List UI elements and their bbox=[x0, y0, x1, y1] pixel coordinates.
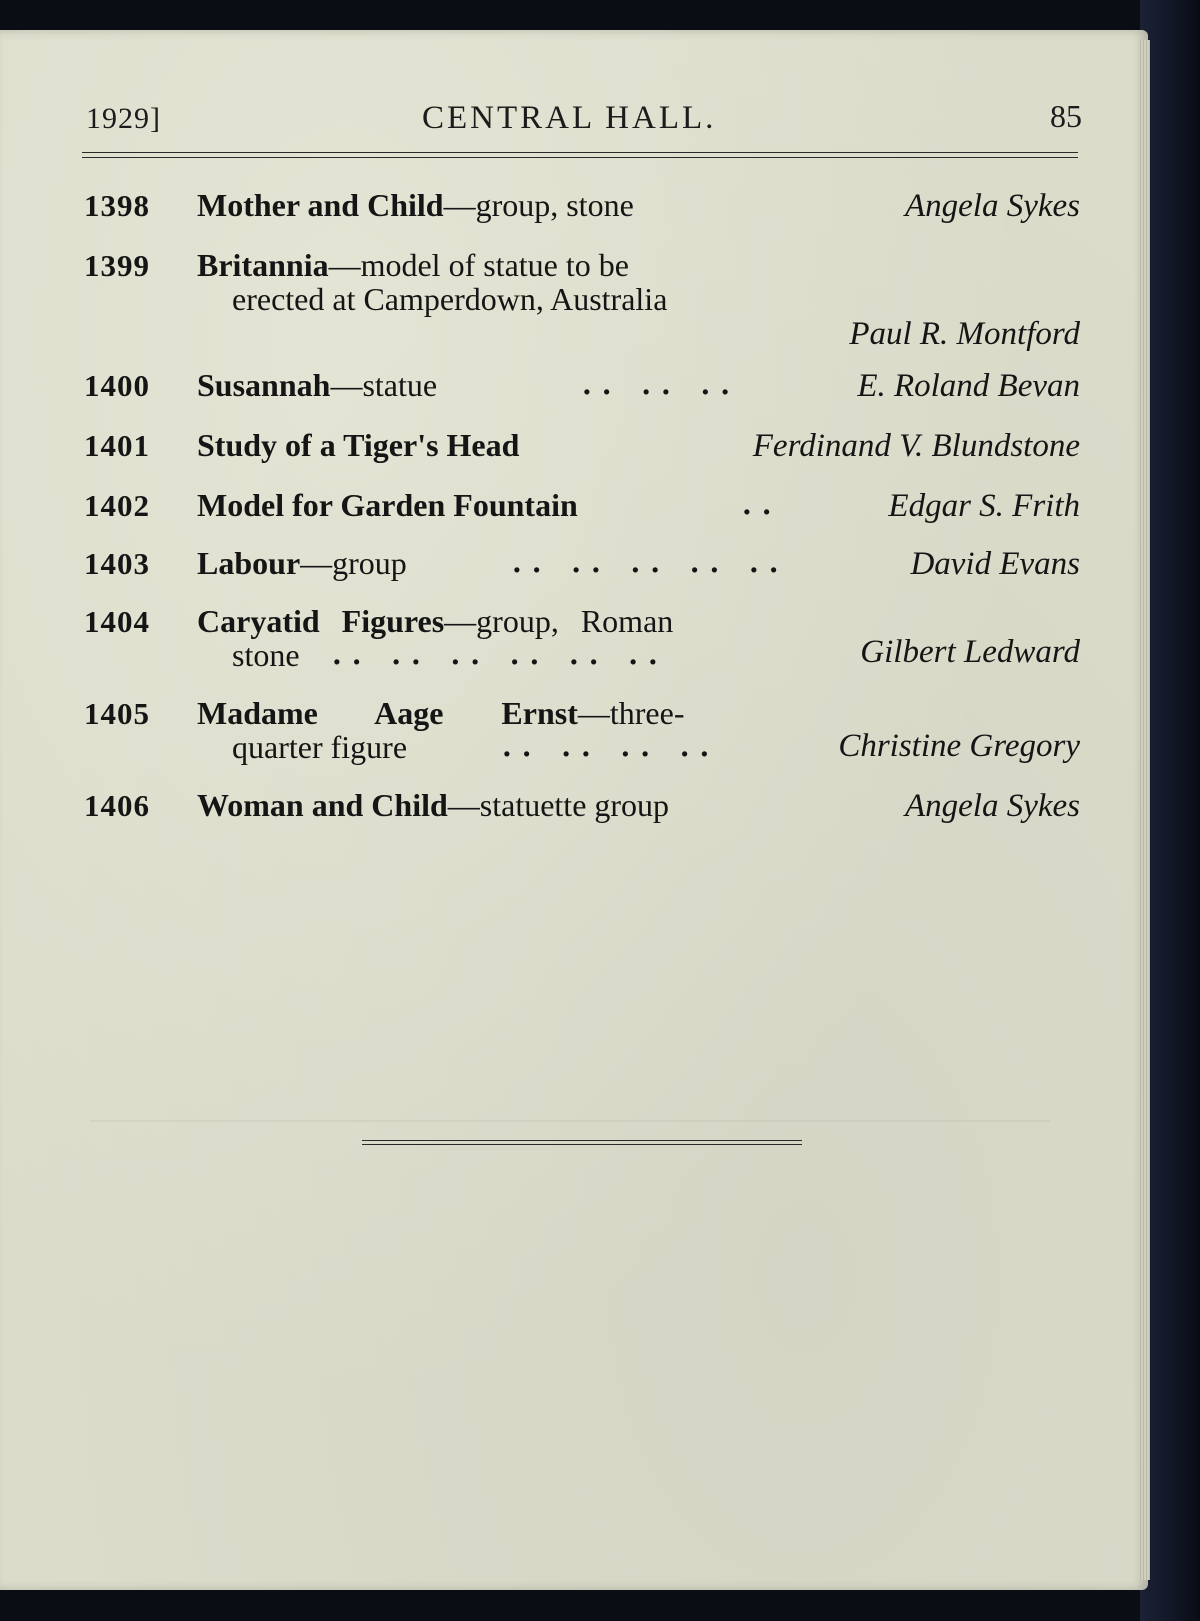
entry-title-rest: —three- bbox=[577, 695, 685, 731]
page-number: 85 bbox=[1050, 98, 1082, 134]
entry-title bbox=[197, 788, 669, 822]
page-title: CENTRAL HALL. bbox=[422, 100, 717, 136]
entry-number: 1400 bbox=[84, 368, 150, 403]
entry-artist: Ferdinand V. Blundstone bbox=[752, 428, 1080, 464]
entry-number: 1404 bbox=[84, 604, 150, 639]
catalogue-entry bbox=[82, 368, 1082, 408]
entry-title-main: Caryatid Figures bbox=[197, 603, 445, 639]
leader-dots: .. bbox=[742, 488, 782, 521]
catalogue-entry bbox=[82, 604, 1082, 684]
entry-number: 1401 bbox=[84, 428, 150, 463]
show-through-text bbox=[90, 1120, 1050, 1122]
entry-number: 1403 bbox=[84, 546, 150, 581]
header-rule bbox=[82, 152, 1078, 158]
entry-number: 1405 bbox=[84, 696, 150, 731]
entry-artist: E. Roland Bevan bbox=[857, 368, 1080, 404]
catalogue-entry bbox=[82, 546, 1082, 586]
catalogue-entry bbox=[82, 788, 1082, 828]
page-edges bbox=[1138, 40, 1150, 1580]
entry-artist: Angela Sykes bbox=[904, 188, 1080, 224]
entry-title-main: Mother and Child bbox=[197, 187, 444, 223]
leader-dots: .. .. .. .. .. bbox=[512, 546, 789, 579]
leader-dots: .. .. .. .. .. .. bbox=[332, 638, 668, 671]
entry-title-rest: —statue bbox=[330, 367, 438, 403]
running-head bbox=[82, 96, 1082, 146]
entry-title-main: Madame Aage Ernst bbox=[197, 695, 578, 731]
entry-title-rest: —group bbox=[300, 545, 407, 581]
entry-title-main: Woman and Child bbox=[197, 787, 448, 823]
entry-artist: Christine Gregory bbox=[838, 728, 1080, 764]
entry-continuation: stone bbox=[232, 637, 300, 673]
entry-title-main: Study of a Tiger's Head bbox=[197, 427, 520, 463]
leader-dots: .. .. .. bbox=[582, 368, 740, 401]
entry-artist: Edgar S. Frith bbox=[888, 488, 1080, 524]
entry-title-rest: —model of statue to be bbox=[328, 247, 629, 283]
entry-title bbox=[197, 604, 673, 638]
entry-title bbox=[197, 696, 684, 730]
entry-continuation: erected at Camperdown, Australia bbox=[232, 281, 668, 317]
entry-title-main: Susannah bbox=[197, 367, 331, 403]
entry-continuation: quarter figure bbox=[232, 729, 408, 765]
entry-title-main: Britannia bbox=[197, 247, 329, 283]
entry-title bbox=[197, 546, 407, 580]
entry-title bbox=[197, 428, 519, 462]
entry-title-rest: —group, Roman bbox=[444, 603, 674, 639]
entry-title bbox=[197, 188, 634, 222]
entry-number: 1398 bbox=[84, 188, 150, 223]
entry-artist: David Evans bbox=[910, 546, 1080, 582]
entry-number: 1406 bbox=[84, 788, 150, 823]
entry-title-main: Labour bbox=[197, 545, 301, 581]
entry-title-main: Model for Garden Fountain bbox=[197, 487, 578, 523]
entry-artist: Gilbert Ledward bbox=[860, 634, 1080, 670]
entry-title bbox=[197, 248, 629, 282]
entry-artist: Paul R. Montford bbox=[849, 316, 1080, 352]
catalogue-entry bbox=[82, 188, 1082, 228]
catalogue-entry bbox=[82, 696, 1082, 776]
entry-number: 1399 bbox=[84, 248, 150, 283]
section-end-rule bbox=[362, 1140, 802, 1145]
entry-title-rest: —statuette group bbox=[447, 787, 670, 823]
catalogue-entry bbox=[82, 248, 1082, 358]
catalogue-entry bbox=[82, 428, 1082, 468]
catalogue-entry bbox=[82, 488, 1082, 528]
entry-title-rest: —group, stone bbox=[443, 187, 634, 223]
entry-title bbox=[197, 488, 578, 522]
leader-dots: .. .. .. .. bbox=[502, 730, 720, 763]
header-year: 1929] bbox=[86, 102, 161, 135]
entry-title bbox=[197, 368, 437, 402]
entry-artist: Angela Sykes bbox=[904, 788, 1080, 824]
entry-number: 1402 bbox=[84, 488, 150, 523]
